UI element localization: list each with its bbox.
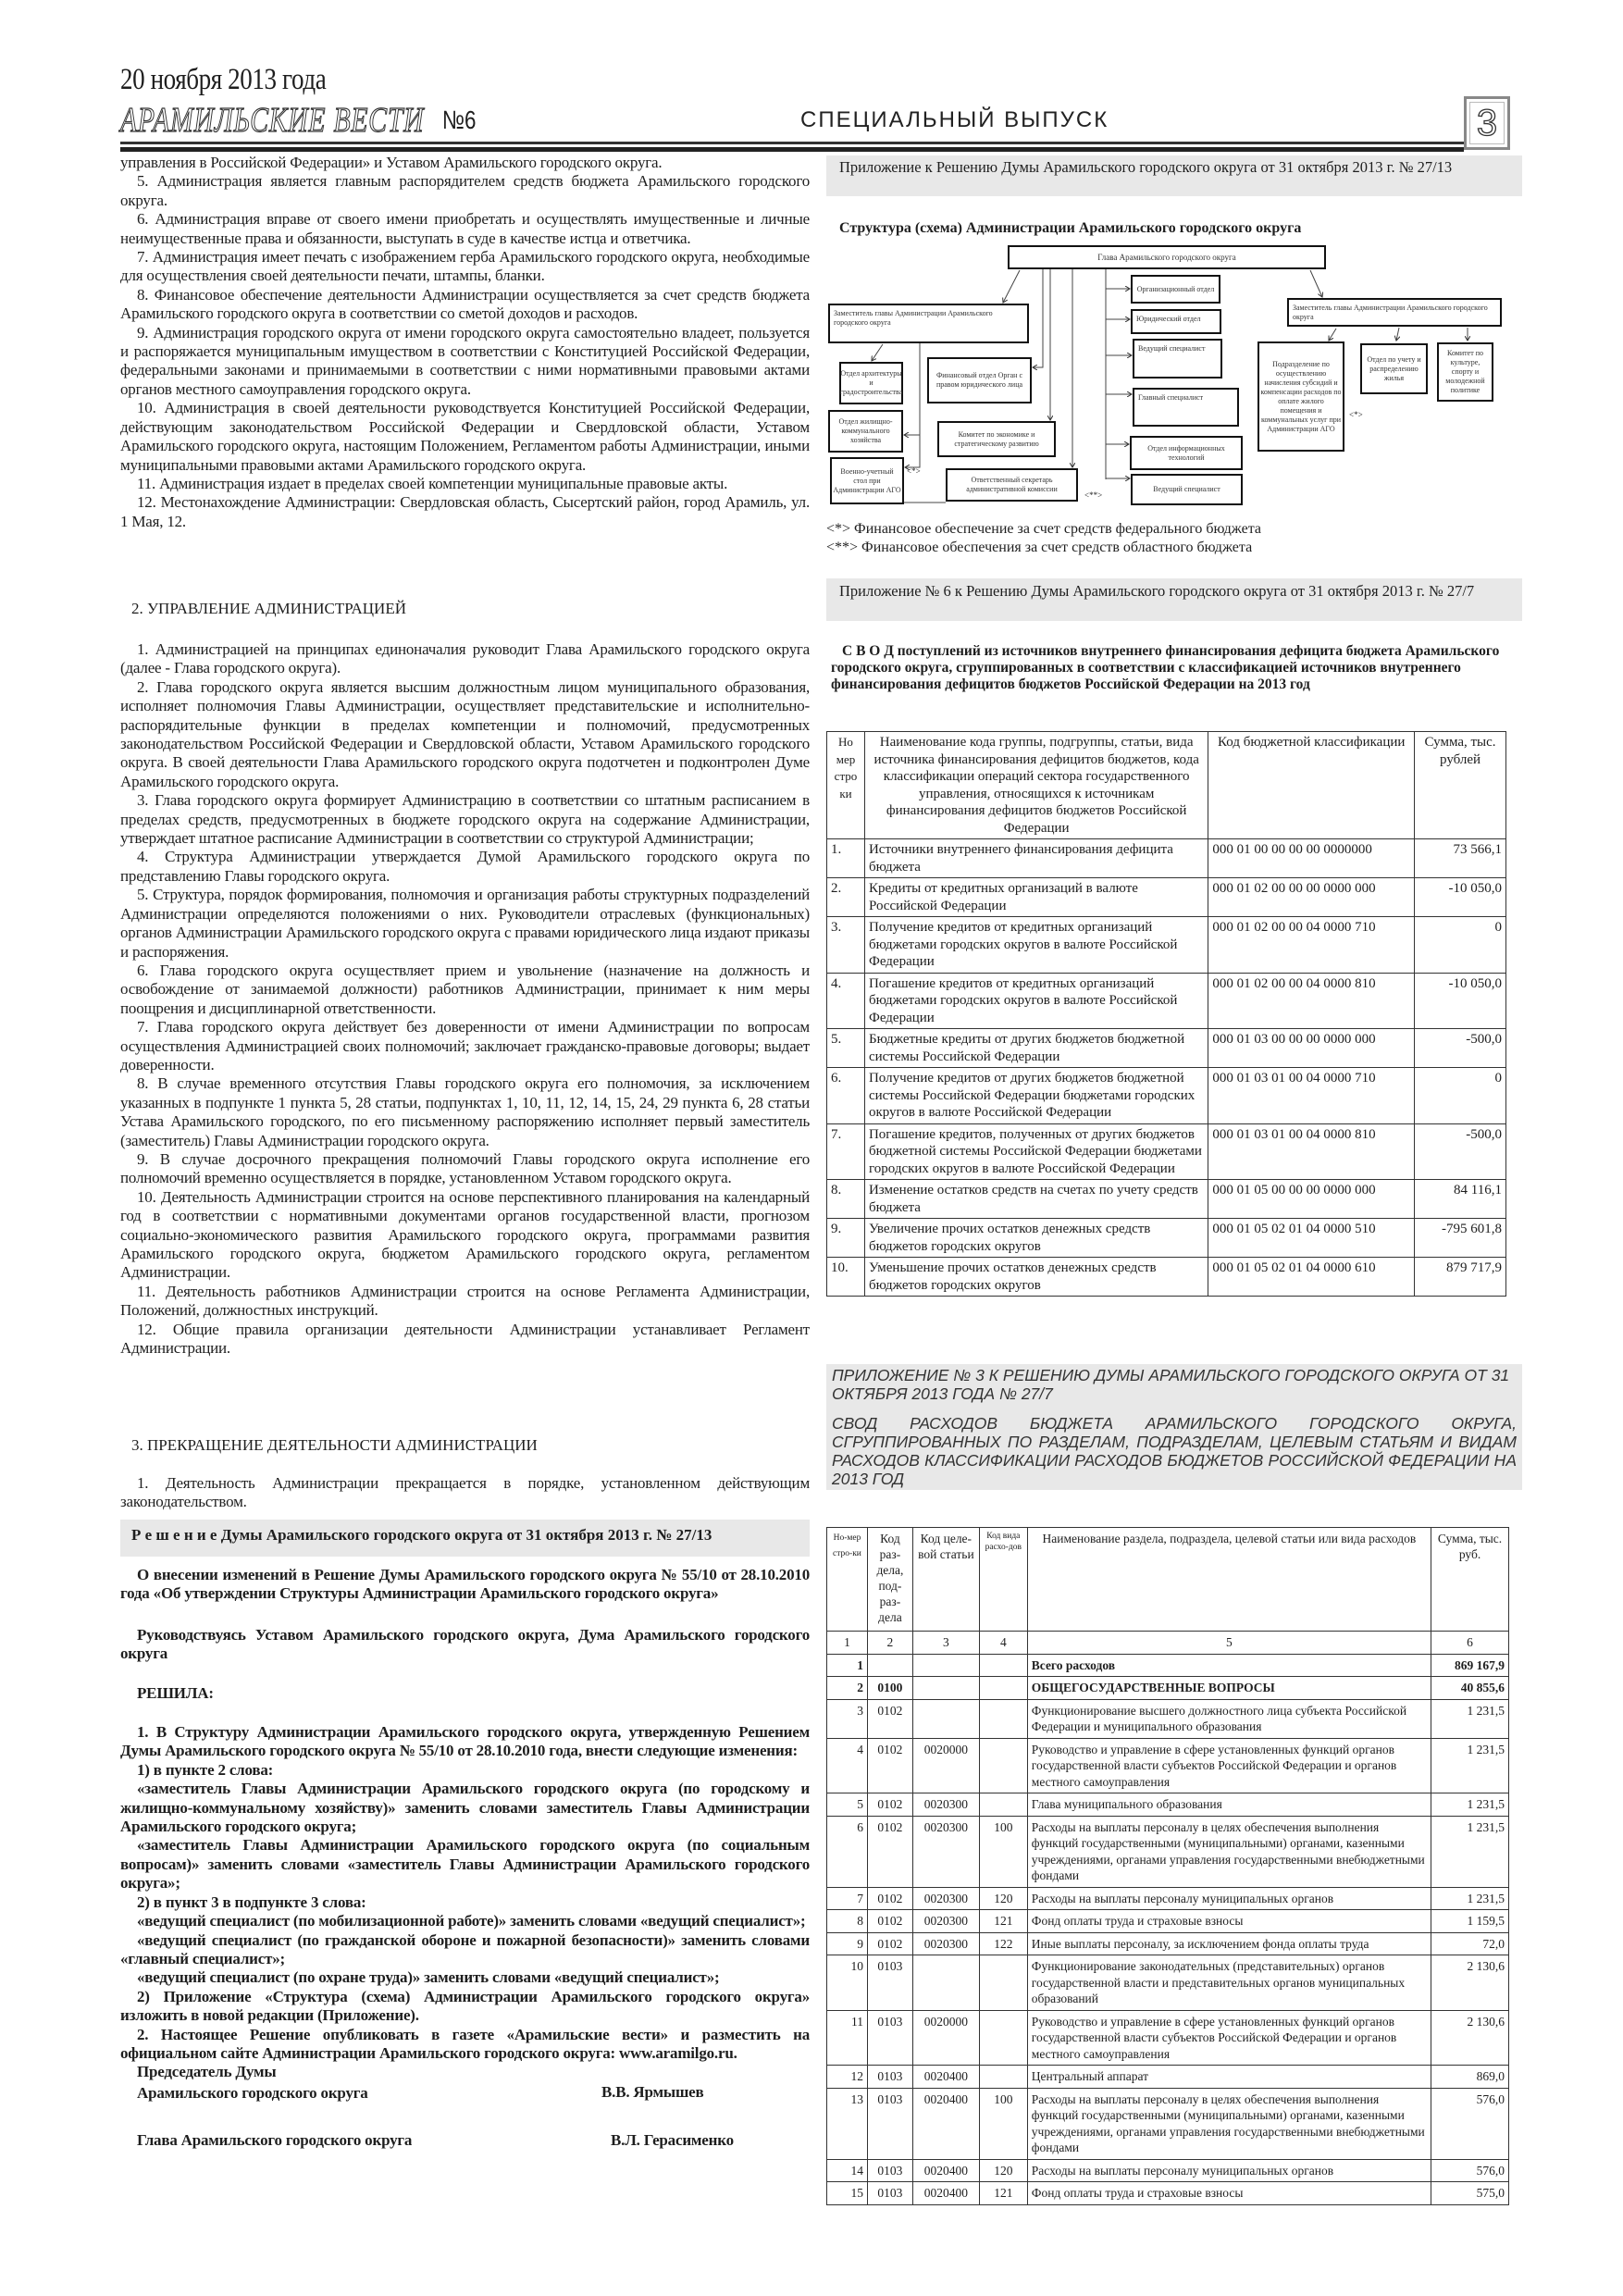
table-row [827,1258,1506,1297]
row-number: 12 [827,2066,868,2089]
row-amount: 0 [1415,1068,1506,1124]
row-number: 3 [827,1699,868,1738]
box-org: Организационный отдел [1131,275,1220,304]
row-amount: 0 [1415,917,1506,974]
expense-type-code [979,1793,1027,1817]
row-number: 8 [827,1910,868,1933]
header-cell: Код раз-дела, под-раз-дела [867,1528,912,1632]
paragraph: «ведущий специалист (по гражданской обороне и пожарной безопасности)» заменить словами «главный специалист»; [120,1930,810,1967]
target-code: 0020000 [912,2010,979,2066]
row-name: Погашение кредитов, полученных от других бюджетов бюджетной системы Российской Федерации бюджетами городских округов в валюте Российской Федерации [864,1123,1208,1180]
row-name: Кредиты от кредитных организаций в валюте Российской Федерации [864,878,1208,917]
row-number: 7. [827,1123,865,1180]
paragraph: 7. Администрация имеет печать с изображением герба Арамильского городского округа, необходимые для осуществления своей деятельности печати, штампы, бланки. [120,248,810,285]
section3-text [120,1474,810,1512]
marker-federal: <*> [907,466,921,476]
row-number: 2. [827,878,865,917]
section-title: СПЕЦИАЛЬНЫЙ ВЫПУСК [800,107,1109,132]
expenditure-table [826,1527,1509,2205]
box-architecture: Отдел архитектуры и градостроительства [839,362,903,404]
expense-type-code: 121 [979,2182,1027,2205]
box-deputy-left: Заместитель главы Администрации Арамильского городского округа [828,304,1029,343]
section-code [867,1654,912,1677]
appendix6-note: Приложение № 6 к Решению Думы Арамильского городского округа от 31 октября 2013 г. № 27/7 [826,578,1522,621]
paragraph: 9. В случае досрочного прекращения полномочий Главы городского округа исполнение его полномочий временно осуществляется в порядке, установленном Уставом городского округа. [120,1149,810,1187]
appendix3-subtitle: СВОД РАСХОДОВ БЮДЖЕТА АРАМИЛЬСКОГО ГОРОДСКОГО ОКРУГА, СГРУППИРОВАННЫХ ПО РАЗДЕЛАМ, ПОДРАЗДЕЛАМ, ЦЕЛЕВЫМ СТАТЬЯМ И ВИДАМ РАСХОДОВ КЛАССИФИКАЦИИ РАСХОДОВ БЮДЖЕТОВ РОССИЙСКОЙ ФЕДЕРАЦИИ НА 2013 ГОД [832,1414,1517,1488]
table-row [827,839,1506,878]
box-deputy-right: Заместитель главы Администрации Арамильского городского округа [1287,298,1502,327]
row-name: Уменьшение прочих остатков денежных средств бюджетов городских округов [864,1258,1208,1297]
newspaper-masthead: АРАМИЛЬСКИЕ ВЕСТИ [120,101,425,140]
row-code: 000 01 05 00 00 00 0000 000 [1208,1180,1415,1219]
expense-type-code [979,1654,1027,1677]
row-number: 8. [827,1180,865,1219]
decision-items [120,1723,810,2063]
row-amount: 576,0 [1431,2088,1509,2159]
row-name: Фонд оплаты труда и страховые взносы [1027,2182,1431,2205]
paragraph: 10. Деятельность Администрации строится на основе перспективного планирования на календарный год в соответствии с нормативными документами органов государственной власти, прогнозом социально-экономического развития Арамильского городского округа, программами развития Арамильского городского округа, бюджетом Арамильского городского округа, регламентом Администрации. [120,1187,810,1282]
row-amount: 2 130,6 [1431,1955,1509,2011]
column-number: 6 [1431,1632,1509,1655]
decision-subject: О внесении изменений в Решение Думы Арамильского городского округа № 55/10 от 28.10.2010 года «Об утверждении Структуры Администрации Арамильского городского округа» [120,1566,810,1603]
table-row [827,1123,1506,1180]
row-number: 6 [827,1816,868,1887]
expense-type-code [979,1677,1027,1700]
header-cell: Сумма, тыс. рублей [1415,732,1506,839]
row-name: Расходы на выплаты персоналу муниципальных органов [1027,2159,1431,2182]
paragraph: 5. Администрация является главным распорядителем средств бюджета Арамильского городского округа. [120,172,810,209]
target-code: 0020400 [912,2088,979,2159]
header-cell: Наименование раздела, подраздела, целевой статьи или вида расходов [1027,1528,1431,1632]
expense-type-code [979,1738,1027,1793]
row-amount: 40 855,6 [1431,1677,1509,1700]
column-number: 3 [912,1632,979,1655]
issue-date: 20 ноября 2013 года [120,63,327,96]
section2-text [120,640,810,1358]
section-code: 0102 [867,1910,912,1933]
row-name: Получение кредитов от кредитных организаций бюджетами городских округов в валюте Российской Федерации [864,917,1208,974]
target-code: 0020000 [912,1738,979,1793]
table-row [827,1699,1509,1738]
paragraph: 6. Глава городского округа осуществляет прием и увольнение (назначение на должность и освобождение от занимаемой должности) работников Администрации, принимает к ним меры поощрения и дисциплинарной ответственности. [120,961,810,1017]
head-name: В.Л. Герасименко [611,2131,734,2150]
target-code: 0020300 [912,1887,979,1910]
expense-type-code [979,2010,1027,2066]
table-row [827,1910,1509,1933]
section-code: 0102 [867,1816,912,1887]
paragraph: 1. В Структуру Администрации Арамильского городского округа, утвержденную Решением Думы Арамильского городского округа № 55/10 от 28.10.2010 года, внести следующие изменения: [120,1723,810,1760]
header-cell: Но-мер стро-ки [827,1528,868,1632]
decision-resolved: РЕШИЛА: [137,1683,214,1702]
paragraph: 1. Администрацией на принципах единоначалия руководит Глава Арамильского городского округа (далее - Глава городского округа). [120,640,810,677]
paragraph: 8. Финансовое обеспечение деятельности Администрации осуществляется за счет средств бюджета Арамильского городского округа в соответствии со сметой доходов и расходов. [120,285,810,323]
table-header-row [827,1528,1509,1632]
chair-role: Председатель Думы [137,2063,277,2081]
row-code: 000 01 03 01 00 04 0000 810 [1208,1123,1415,1180]
target-code: 0020400 [912,2159,979,2182]
section-code: 0102 [867,1887,912,1910]
row-amount: 84 116,1 [1415,1180,1506,1219]
row-amount: -500,0 [1415,1029,1506,1068]
row-amount: 1 159,5 [1431,1910,1509,1933]
issue-number: №6 [442,105,477,134]
box-subsidies: Подразделение по осуществлению начисления субсидий и компенсации расходов по оплате жилого помещения и коммунальных услуг при Администрации АГО [1258,341,1344,452]
paragraph: 3. Глава городского округа формирует Администрацию в соответствии со штатным расписанием в пределах средств, предусмотренных в бюджете городского округа на содержание Администрации, утверждает штатное расписание Администрации в соответствии со структурой Администрации; [120,791,810,848]
row-name: Руководство и управление в сфере установленных функций органов государственной власти субъектов Российской Федерации и органов местного самоуправления [1027,1738,1431,1793]
table-row [827,878,1506,917]
paragraph: «заместитель Главы Администрации Арамильского городского округа (по социальным вопросам)» заменить словами «заместитель Главы Администрации Арамильского городского округа»; [120,1836,810,1893]
paragraph: 10. Администрация в своей деятельности руководствуется Конституцией Российской Федерации, действующим законодательством Российской Федерации и Свердловской области, Уставом Арамильского городского округа, настоящим Положением, Регламентом работы Администрации, иными муниципальными правовыми актами Арамильского городского округа. [120,399,810,474]
table-row [827,1068,1506,1124]
row-amount: 1 231,5 [1431,1738,1509,1793]
row-number: 4. [827,973,865,1029]
column-number: 4 [979,1632,1027,1655]
section1-text [120,154,810,531]
table-header-row [827,732,1506,839]
row-number: 5 [827,1793,868,1817]
paragraph: 9. Администрация городского округа от имени городского округа самостоятельно владеет, пользуется и распоряжается муниципальным имуществом в соответствии с Конституцией Российской Федерации, федеральными законами и принимаемыми в соответствии с ними нормативными правовыми актами органов местного самоуправления городского округа. [120,323,810,398]
column-number: 2 [867,1632,912,1655]
section-code: 0103 [867,2182,912,2205]
row-name: ОБЩЕГОСУДАРСТВЕННЫЕ ВОПРОСЫ [1027,1677,1431,1700]
org-structure-diagram [824,241,1527,518]
section-code: 0102 [867,1932,912,1955]
target-code [912,1955,979,2011]
row-number: 4 [827,1738,868,1793]
expense-type-code: 120 [979,2159,1027,2182]
row-amount: 73 566,1 [1415,839,1506,878]
paragraph: 7. Глава городского округа действует без доверенности от имени Администрации по вопросам осуществления Администрацией своих полномочий; заключает гражданско-правовые договоры; выдает доверенности. [120,1018,810,1074]
header-rule [120,147,1464,152]
expense-type-code: 120 [979,1887,1027,1910]
row-number: 14 [827,2159,868,2182]
table-row [827,1677,1509,1700]
table-row [827,1180,1506,1219]
row-name: Получение кредитов от других бюджетов бюджетной системы Российской Федерации бюджетами городских округов в валюте Российской Федерации [864,1068,1208,1124]
section-code: 0103 [867,2159,912,2182]
header-cell: Сумма, тыс. руб. [1431,1528,1509,1632]
box-finance: Финансовый отдел Орган с правом юридического лица [927,357,1032,403]
header-cell: Наименование кода группы, подгруппы, статьи, вида источника финансирования дефицитов бюджетов, кода классификации операций сектора государственного управления, относящихся к источникам финансирования дефицитов бюджетов Российской Федерации [864,732,1208,839]
row-name: Расходы на выплаты персоналу в целях обеспечения выполнения функций государственными (муниципальными) органами, казенными учреждениями, органами управления государственными внебюджетными фондами [1027,1816,1431,1887]
section-code: 0103 [867,1955,912,2011]
row-code: 000 01 02 00 00 04 0000 710 [1208,917,1415,974]
expense-type-code: 100 [979,2088,1027,2159]
table-row [827,1738,1509,1793]
expense-type-code: 100 [979,1816,1027,1887]
deficit-financing-table [826,731,1506,1297]
row-amount: -500,0 [1415,1123,1506,1180]
paragraph: 2) Приложение «Структура (схема) Администрации Арамильского городского округа» изложить в новой редакции (Приложение). [120,1987,810,2025]
paragraph: 6. Администрация вправе от своего имени приобретать и осуществлять имущественные и личные неимущественные права и обязанности, выступать в суде в качестве истца и ответчика. [120,210,810,247]
paragraph: «ведущий специалист (по охране труда)» заменить словами «ведущий специалист»; [137,1968,720,1987]
row-name: Иные выплаты персоналу, за исключением фонда оплаты труда [1027,1932,1431,1955]
row-name: Центральный аппарат [1027,2066,1431,2089]
box-military: Военно-учетный стол при Администрации АГО [830,457,904,504]
decision-body [120,1566,810,2151]
svod-title: С В О Д поступлений из источников внутреннего финансирования дефицита бюджета Арамильского городского округа, сгруппированных в соответствии с классификацией источников внутреннего финансирования дефицитов бюджетов Российской Федерации на 2013 год [831,643,1500,692]
row-amount: 869 167,9 [1431,1654,1509,1677]
table-row [827,2010,1509,2066]
row-code: 000 01 05 02 01 04 0000 610 [1208,1258,1415,1297]
target-code [912,1654,979,1677]
row-number: 10 [827,1955,868,2011]
target-code: 0020300 [912,1793,979,1817]
row-number: 1 [827,1654,868,1677]
box-lead-specialist-2: Ведущий специалист [1131,474,1243,505]
paragraph: 12. Общие правила организации деятельности Администрации устанавливает Регламент Администрации. [120,1320,810,1358]
box-housing: Отдел жилищно-коммунального хозяйства [828,410,903,453]
row-code: 000 01 05 02 01 04 0000 510 [1208,1219,1415,1258]
box-economy: Комитет по экономике и стратегическому развитию [937,421,1056,457]
row-amount: 1 231,5 [1431,1699,1509,1738]
row-number: 1. [827,839,865,878]
row-name: Расходы на выплаты персоналу в целях обеспечения выполнения функций государственными (муниципальными) органами, казенными учреждениями, органами управления государственными внебюджетными фондами [1027,2088,1431,2159]
row-name: Источники внутреннего финансирования дефицита бюджета [864,839,1208,878]
section-code: 0100 [867,1677,912,1700]
decision-title: Р е ш е н и е Думы Арамильского городского округа от 31 октября 2013 г. № 27/13 [120,1520,810,1557]
row-amount: 72,0 [1431,1932,1509,1955]
decision-preamble: Руководствуясь Уставом Арамильского городского округа, Дума Арамильского городского округа [120,1625,810,1663]
row-name: Расходы на выплаты персоналу муниципальных органов [1027,1887,1431,1910]
table-row [827,1932,1509,1955]
row-name: Всего расходов [1027,1654,1431,1677]
footnote: <**> Финансовое обеспечения за счет средств областного бюджета [826,540,1253,555]
paragraph: «заместитель Главы Администрации Арамильского городского округа (по городскому и жилищно-коммунальному хозяйству)» заменить словами заместитель Главы Администрации Арамильского городского округа; [120,1780,810,1836]
signatures [120,2063,810,2131]
page-number: 3 [1464,96,1510,150]
row-number: 6. [827,1068,865,1124]
table-row [827,1654,1509,1677]
row-amount: -10 050,0 [1415,878,1506,917]
paragraph: 8. В случае временного отсутствия Главы городского округа его полномочия, за исключением указанных в подпункте 1 пункта 5, 28 статьи, подпунктах 1, 10, 11, 12, 14, 15, 24, 29 пункта 6, 28 статьи Устава Арамильского городского, по его письменному распоряжению исполняет первый заместитель (заместитель) Главы Администрации городского округа. [120,1074,810,1149]
target-code [912,1677,979,1700]
table-row [827,1793,1509,1817]
section-code: 0102 [867,1699,912,1738]
row-code: 000 01 02 00 00 00 0000 000 [1208,878,1415,917]
appendix3-title: ПРИЛОЖЕНИЕ № 3 К РЕШЕНИЮ ДУМЫ АРАМИЛЬСКОГО ГОРОДСКОГО ОКРУГА ОТ 31 ОКТЯБРЯ 2013 ГОДА № 27/7 [832,1366,1510,1403]
chair-name: В.В. Ярмышев [601,2083,704,2102]
row-amount: 2 130,6 [1431,2010,1509,2066]
row-amount: -795 601,8 [1415,1219,1506,1258]
footnotes [826,520,1261,557]
head-role: Глава Арамильского городского округа [137,2131,413,2150]
target-code: 0020300 [912,1932,979,1955]
paragraph: 2. Настоящее Решение опубликовать в газете «Арамильские вести» и разместить на официальном сайте Администрации Арамильского городского округа: www.aramilgo.ru. [120,2025,810,2062]
box-it: Отдел информационных технологий [1130,436,1243,470]
paragraph: «ведущий специалист (по мобилизационной работе)» заменить словами «ведущий специалист»; [137,1912,806,1930]
paragraph: 2. Глава городского округа является высшим должностным лицом муниципального образования, исполняет полномочия Главы Администрации, осуществляет представительские и исполнительно-распорядительные функции в пределах компетенции и полномочий, предусмотренных законодательством Российской Федерации и Свердловской области, Уставом Арамильского городского округа. В своей деятельности Глава Арамильского городского округа подотчетен и подконтролен Думе Арамильского городского округа. [120,677,810,790]
header-cell: Код целе-вой статьи [912,1528,979,1632]
row-number: 9 [827,1932,868,1955]
paragraph: 12. Местонахождение Администрации: Свердловская область, Сысертский район, город Арамиль, ул. 1 Мая, 12. [120,493,810,530]
appendix-note: Приложение к Решению Думы Арамильского городского округа от 31 октября 2013 г. № 27/13 [826,155,1522,196]
row-amount: 879 717,9 [1415,1258,1506,1297]
target-code: 0020400 [912,2182,979,2205]
section-code: 0103 [867,2088,912,2159]
expense-type-code: 121 [979,1910,1027,1933]
paragraph: 5. Структура, порядок формирования, полномочия и организация работы структурных подразделений Администрации определяются положениями о них. Руководители отраслевых (функциональных) органов Администрации Арамильского городского округа с правами юридического лица издают приказы и распоряжения. [120,886,810,961]
chair-role-2: Арамильского городского округа [137,2083,368,2102]
expense-type-code [979,1955,1027,2011]
row-name: Функционирование законодательных (представительных) органов государственной власти и представительных органов муниципальных образований [1027,1955,1431,2011]
row-number: 10. [827,1258,865,1297]
row-amount: -10 050,0 [1415,973,1506,1029]
row-code: 000 01 03 01 00 04 0000 710 [1208,1068,1415,1124]
table-row [827,917,1506,974]
target-code: 0020400 [912,2066,979,2089]
row-amount: 575,0 [1431,2182,1509,2205]
table-row [827,2159,1509,2182]
box-lead-specialist: Ведущий специалист [1133,339,1222,379]
table-row [827,2182,1509,2205]
row-name: Погашение кредитов от кредитных организаций бюджетами городских округов в валюте Российской Федерации [864,973,1208,1029]
header-rule [120,142,1464,144]
table-row [827,1887,1509,1910]
structure-title: Структура (схема) Администрации Арамильского городского округа [839,220,1302,236]
column-number: 1 [827,1632,868,1655]
paragraph: управления в Российской Федерации» и Уставом Арамильского городского округа. [120,154,663,171]
paragraph: 11. Деятельность работников Администрации строится на основе Регламента Администрации, Положений, должностных инструкций. [120,1282,810,1320]
row-name: Изменение остатков средств на счетах по учету средств бюджета [864,1180,1208,1219]
table-row [827,1219,1506,1258]
target-code: 0020300 [912,1816,979,1887]
row-number: 7 [827,1887,868,1910]
header-cell: Но мер стро ки [827,732,865,839]
paragraph: 1) в пункте 2 слова: [137,1760,274,1779]
row-name: Фонд оплаты труда и страховые взносы [1027,1910,1431,1933]
table-row [827,1029,1506,1068]
table-row [827,1955,1509,2011]
box-housing-distribution: Отдел по учету и распределению жилья [1360,343,1428,394]
row-number: 13 [827,2088,868,2159]
section-code: 0102 [867,1738,912,1793]
row-number: 9. [827,1219,865,1258]
row-number: 3. [827,917,865,974]
row-number: 11 [827,2010,868,2066]
row-code: 000 01 03 00 00 00 0000 000 [1208,1029,1415,1068]
paragraph: 2) в пункт 3 в подпункте 3 слова: [137,1893,366,1911]
row-name: Увеличение прочих остатков денежных средств бюджетов городских округов [864,1219,1208,1258]
row-number: 2 [827,1677,868,1700]
table-row [827,2066,1509,2089]
box-legal: Юридический отдел [1131,309,1221,334]
row-amount: 1 231,5 [1431,1793,1509,1817]
row-name: Глава муниципального образования [1027,1793,1431,1817]
target-code: 0020300 [912,1910,979,1933]
heading-management: 2. УПРАВЛЕНИЕ АДМИНИСТРАЦИЕЙ [131,600,406,617]
section-code: 0103 [867,2066,912,2089]
row-name: Руководство и управление в сфере установленных функций органов государственной власти субъектов Российской Федерации и органов местного самоуправления [1027,2010,1431,2066]
row-number: 5. [827,1029,865,1068]
paragraph: 11. Администрация издает в пределах своей компетенции муниципальные правовые акты. [137,474,728,492]
header-cell: Код вида расхо-дов [979,1528,1027,1632]
row-amount: 1 231,5 [1431,1887,1509,1910]
row-name: Функционирование высшего должностного лица субъекта Российской Федерации и муниципального образования [1027,1699,1431,1738]
marker-regional: <**> [1084,490,1103,500]
section-code: 0102 [867,1793,912,1817]
row-code: 000 01 02 00 00 04 0000 810 [1208,973,1415,1029]
row-amount: 576,0 [1431,2159,1509,2182]
paragraph: 1. Деятельность Администрации прекращается в порядке, установленном действующим законодательством. [120,1474,810,1511]
heading-termination: 3. ПРЕКРАЩЕНИЕ ДЕЯТЕЛЬНОСТИ АДМИНИСТРАЦИИ [131,1436,538,1454]
section-code: 0103 [867,2010,912,2066]
row-amount: 869,0 [1431,2066,1509,2089]
target-code [912,1699,979,1738]
table-row [827,2088,1509,2159]
paragraph: 4. Структура Администрации утверждается Думой Арамильского городского округа по представлению Главы городского округа. [120,848,810,885]
box-chief-specialist: Главный специалист [1133,388,1239,427]
box-head: Глава Арамильского городского округа [1008,245,1326,269]
expense-type-code [979,1699,1027,1738]
table-row [827,1816,1509,1887]
expense-type-code: 122 [979,1932,1027,1955]
row-name: Бюджетные кредиты от других бюджетов бюджетной системы Российской Федерации [864,1029,1208,1068]
header-cell: Код бюджетной классификации [1208,732,1415,839]
row-amount: 1 231,5 [1431,1816,1509,1887]
column-number: 5 [1027,1632,1431,1655]
box-culture: Комитет по культуре, спорту и молодежной политике [1437,342,1493,402]
footnote: <*> Финансовое обеспечение за счет средств федерального бюджета [826,521,1262,537]
table-row [827,973,1506,1029]
column-numbering-row [827,1632,1509,1655]
marker-federal-2: <*> [1349,410,1363,419]
appendix3-block [826,1364,1522,1490]
row-code: 000 01 00 00 00 00 0000000 [1208,839,1415,878]
expense-type-code [979,2066,1027,2089]
row-number: 15 [827,2182,868,2205]
box-secretary: Ответственный секретарь административной комиссии [946,468,1078,502]
